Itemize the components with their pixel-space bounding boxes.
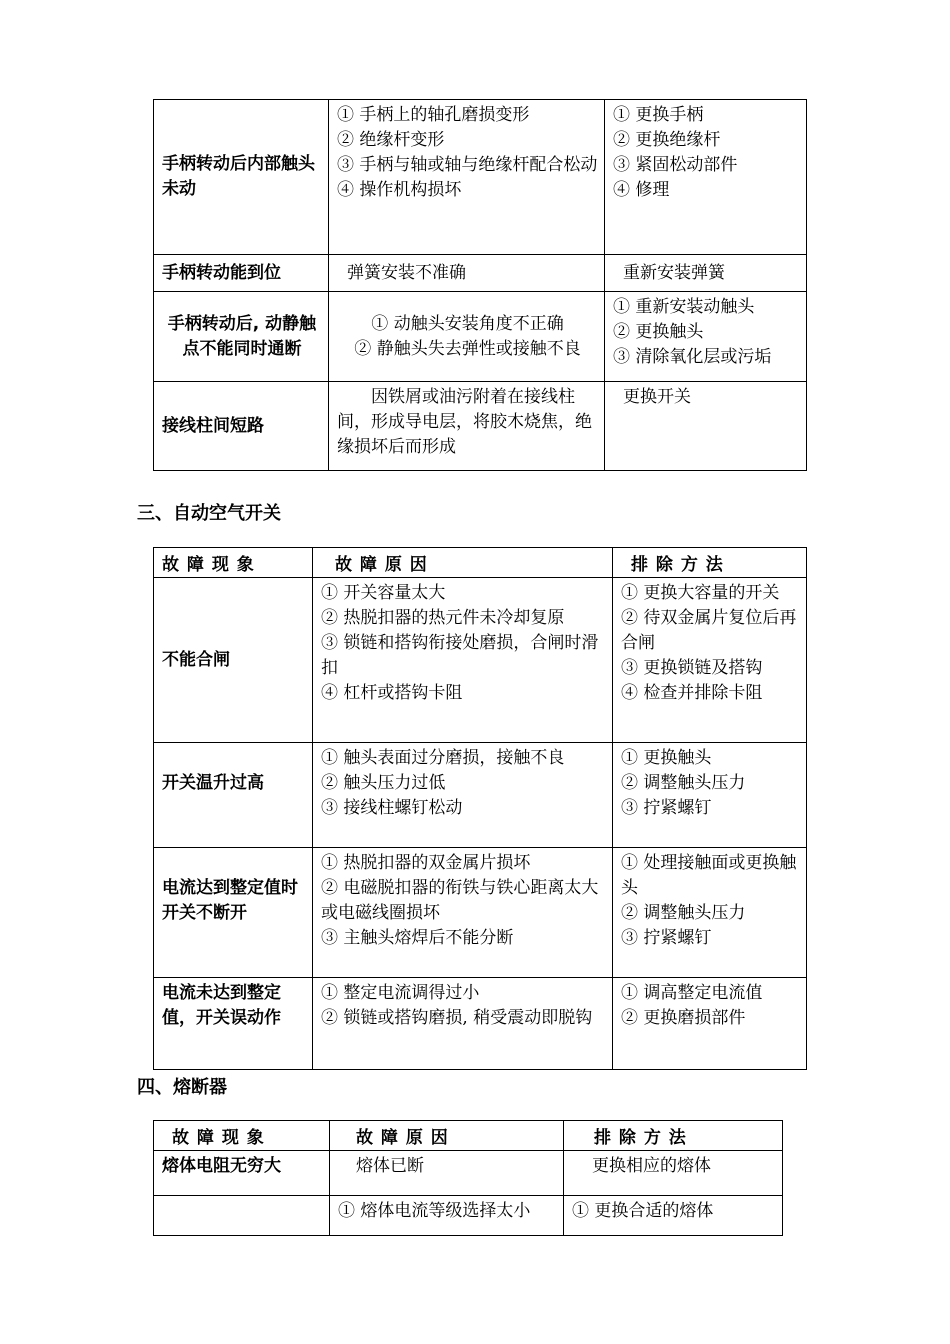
phenomenon-cell: 手柄转动能到位 xyxy=(154,255,329,292)
phenomenon-cell: 电流达到整定值时开关不断开 xyxy=(154,848,313,978)
table-row xyxy=(154,100,807,255)
cause-cell: ① 热脱扣器的双金属片损坏 ② 电磁脱扣器的衔铁与铁心距离太大或电磁线圈损坏 ③ 主触头熔焊后不能分断 xyxy=(313,848,613,978)
table-header-row xyxy=(154,1121,783,1151)
fix-cell: ① 更换触头 ② 调整触头压力 ③ 拧紧螺钉 xyxy=(613,743,807,848)
cause-cell: ① 触头表面过分磨损，接触不良 ② 触头压力过低 ③ 接线柱螺钉松动 xyxy=(313,743,613,848)
table-row xyxy=(154,292,807,382)
column-header: 故 障 原 因 xyxy=(330,1121,564,1151)
fix-cell: ① 调高整定电流值 ② 更换磨损部件 xyxy=(613,978,807,1070)
fault-table-air-switch xyxy=(153,547,807,1070)
fix-cell: ① 更换手柄 ② 更换绝缘杆 ③ 紧固松动部件 ④ 修理 xyxy=(605,100,807,255)
column-header: 排 除 方 法 xyxy=(564,1121,783,1151)
phenomenon-cell: 不能合闸 xyxy=(154,578,313,743)
cause-cell: ① 动触头安装角度不正确 ② 静触头失去弹性或接触不良 xyxy=(329,292,605,382)
fix-cell: ① 更换大容量的开关 ② 待双金属片复位后再合闸 ③ 更换锁链及搭钩 ④ 检查并排除卡阻 xyxy=(613,578,807,743)
phenomenon-cell: 电流未达到整定值，开关误动作 xyxy=(154,978,313,1070)
table-row xyxy=(154,743,807,848)
phenomenon-cell: 熔体电阻无穷大 xyxy=(154,1151,330,1196)
table-row xyxy=(154,978,807,1070)
column-header: 故 障 现 象 xyxy=(154,1121,330,1151)
cause-cell: 熔体已断 xyxy=(330,1151,564,1196)
cause-cell: 弹簧安装不准确 xyxy=(329,255,605,292)
cause-cell: ① 整定电流调得过小 ② 锁链或搭钩磨损, 稍受震动即脱钩 xyxy=(313,978,613,1070)
phenomenon-cell: 开关温升过高 xyxy=(154,743,313,848)
cause-cell: 因铁屑或油污附着在接线柱间，形成导电层，将胶木烧焦，绝缘损坏后而形成 xyxy=(329,382,605,471)
fix-cell: 更换开关 xyxy=(605,382,807,471)
table-row xyxy=(154,255,807,292)
phenomenon-cell xyxy=(154,1196,330,1236)
fault-table-switch xyxy=(153,99,807,471)
fix-cell: 更换相应的熔体 xyxy=(564,1151,783,1196)
fault-table-fuse xyxy=(153,1120,783,1236)
cause-cell: ① 手柄上的轴孔磨损变形 ② 绝缘杆变形 ③ 手柄与轴或轴与绝缘杆配合松动 ④ 操作机构损坏 xyxy=(329,100,605,255)
section-title: 四、熔断器 xyxy=(137,1077,227,1098)
fix-cell: ① 处理接触面或更换触头 ② 调整触头压力 ③ 拧紧螺钉 xyxy=(613,848,807,978)
phenomenon-cell: 手柄转动后内部触头未动 xyxy=(154,100,329,255)
table-header-row xyxy=(154,548,807,578)
cause-cell: ① 熔体电流等级选择太小 xyxy=(330,1196,564,1236)
cause-cell: ① 开关容量太大 ② 热脱扣器的热元件未冷却复原 ③ 锁链和搭钩衔接处磨损，合闸时滑扣 ④ 杠杆或搭钩卡阻 xyxy=(313,578,613,743)
phenomenon-cell: 手柄转动后, 动静触点不能同时通断 xyxy=(154,292,329,382)
fix-cell: ① 更换合适的熔体 xyxy=(564,1196,783,1236)
fix-cell: ① 重新安装动触头 ② 更换触头 ③ 清除氧化层或污垢 xyxy=(605,292,807,382)
table-row xyxy=(154,382,807,471)
table-row xyxy=(154,1196,783,1236)
phenomenon-cell: 接线柱间短路 xyxy=(154,382,329,471)
column-header: 故 障 现 象 xyxy=(154,548,313,578)
column-header: 故 障 原 因 xyxy=(313,548,613,578)
table-row xyxy=(154,578,807,743)
section-title: 三、自动空气开关 xyxy=(137,503,281,524)
table-row xyxy=(154,848,807,978)
fix-cell: 重新安装弹簧 xyxy=(605,255,807,292)
table-row xyxy=(154,1151,783,1196)
column-header: 排 除 方 法 xyxy=(613,548,807,578)
